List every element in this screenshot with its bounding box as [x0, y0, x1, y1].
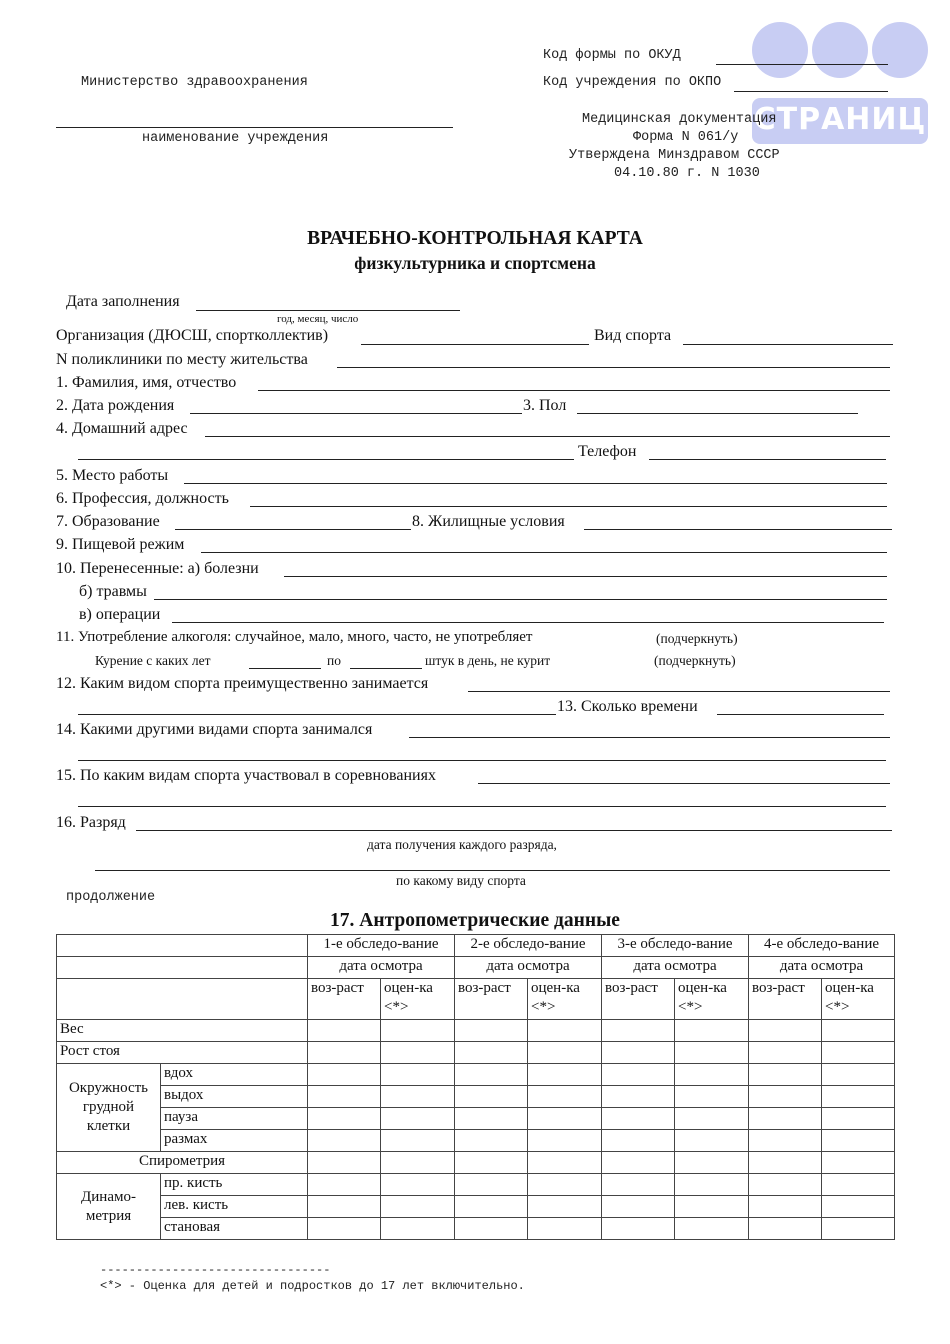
fill-date-line	[196, 310, 460, 311]
diet-label: 9. Пищевой режим	[56, 536, 185, 553]
approved-label: Утверждена Минздравом СССР	[569, 148, 780, 163]
competitions-line-2	[78, 806, 886, 807]
exam-header-4: 4-е обследо-вание	[749, 935, 895, 957]
age-header: воз-раст	[602, 979, 675, 1020]
other-sports-line	[409, 737, 890, 738]
table-cell	[57, 979, 308, 1020]
polyclinic-label: N поликлиники по месту жительства	[56, 351, 308, 368]
score-header: оцен-ка <*>	[822, 979, 895, 1020]
table-cell	[57, 957, 308, 979]
exam-date-header: дата осмотра	[749, 957, 895, 979]
rank-line	[136, 830, 892, 831]
footnote-text: <*> - Оценка для детей и подростков до 17 лет включительно.	[100, 1279, 525, 1293]
height-row-label: Рост стоя	[57, 1042, 308, 1064]
age-header: воз-раст	[308, 979, 381, 1020]
how-long-line	[717, 714, 884, 715]
right-hand-row-label: пр. кисть	[161, 1174, 308, 1196]
inhale-row-label: вдох	[161, 1064, 308, 1086]
watermark-circle	[812, 22, 868, 78]
score-header: оцен-ка <*>	[675, 979, 749, 1020]
form-title: ВРАЧЕБНО-КОНТРОЛЬНАЯ КАРТА	[307, 228, 643, 249]
exam-date-header: дата осмотра	[455, 957, 602, 979]
other-sports-line-2	[78, 760, 886, 761]
left-hand-row-label: лев. кисть	[161, 1196, 308, 1218]
table-row	[57, 1042, 895, 1064]
sex-label: 3. Пол	[523, 397, 567, 414]
rank-date-hint: дата получения каждого разряда,	[367, 837, 557, 852]
table-row	[57, 1196, 895, 1218]
section-17-title: 17. Антропометрические данные	[330, 910, 620, 931]
dynamometry-row-label: Динамо-метрия	[57, 1174, 161, 1240]
workplace-label: 5. Место работы	[56, 467, 169, 484]
table-row	[57, 1174, 895, 1196]
sex-line	[577, 413, 858, 414]
underline-hint-2: (подчеркнуть)	[654, 653, 736, 668]
pause-row-label: пауза	[161, 1108, 308, 1130]
med-doc-label: Медицинская документация	[582, 112, 777, 127]
approved-date: 04.10.80 г. N 1030	[614, 166, 760, 181]
weight-row-label: Вес	[57, 1020, 308, 1042]
watermark-text: СТРАНИЦ	[753, 102, 927, 137]
anthropometric-table	[56, 934, 895, 1240]
smoking-from-label: Курение с каких лет	[95, 653, 211, 668]
okpo-line	[734, 91, 888, 92]
exam-header-2: 2-е обследо-вание	[455, 935, 602, 957]
organization-label: Организация (ДЮСШ, спортколлектив)	[56, 327, 329, 344]
smoking-from-line	[249, 668, 321, 669]
table-row	[57, 1108, 895, 1130]
watermark-logo	[752, 22, 930, 144]
back-row-label: становая	[161, 1218, 308, 1240]
housing-label: 8. Жилищные условия	[412, 513, 565, 530]
fill-date-label: Дата заполнения	[66, 293, 180, 310]
institution-caption: наименование учреждения	[142, 131, 329, 146]
smoking-to-label: по	[327, 653, 341, 668]
operations-line	[172, 622, 884, 623]
name-label: 1. Фамилия, имя, отчество	[56, 374, 237, 391]
chest-row-label: Окружность грудной клетки	[57, 1064, 161, 1152]
other-sports-label: 14. Какими другими видами спорта занимался	[56, 721, 373, 738]
continuation-label: продолжение	[66, 890, 156, 905]
sport-type-label: Вид спорта	[594, 327, 672, 344]
main-sport-line-2	[78, 714, 556, 715]
rank-label: 16. Разряд	[56, 814, 126, 831]
main-sport-line	[468, 691, 890, 692]
organization-line	[361, 344, 589, 345]
table-row	[57, 1064, 895, 1086]
age-header: воз-раст	[749, 979, 822, 1020]
table-row	[57, 1218, 895, 1240]
how-long-label: 13. Сколько времени	[557, 698, 698, 715]
table-row	[57, 979, 895, 1020]
okpo-label: Код учреждения по ОКПО	[543, 75, 722, 90]
institution-line	[56, 127, 453, 128]
alcohol-label: 11. Употребление алкоголя: случайное, мало, много, часто, не употребляет	[56, 629, 533, 645]
table-row	[57, 1086, 895, 1108]
okud-line	[716, 64, 888, 65]
address-line	[205, 436, 890, 437]
fill-date-hint: год, месяц, число	[277, 313, 359, 325]
ministry-label: Министерство здравоохранения	[81, 75, 308, 90]
score-header: оцен-ка <*>	[528, 979, 602, 1020]
profession-label: 6. Профессия, должность	[56, 490, 229, 507]
rank-sport-hint: по какому виду спорта	[396, 873, 526, 888]
operations-label: в) операции	[79, 606, 161, 623]
polyclinic-line	[337, 367, 890, 368]
range-row-label: размах	[161, 1130, 308, 1152]
injuries-label: б) травмы	[79, 583, 147, 600]
table-row	[57, 1020, 895, 1042]
footnote-rule: --------------------------------	[100, 1263, 331, 1277]
address-label: 4. Домашний адрес	[56, 420, 188, 437]
exam-date-header: дата осмотра	[602, 957, 749, 979]
rank-line-2	[95, 870, 890, 871]
housing-line	[584, 529, 892, 530]
diseases-label: 10. Перенесенные: а) болезни	[56, 560, 259, 577]
phone-line	[649, 459, 886, 460]
birth-date-label: 2. Дата рождения	[56, 397, 175, 414]
injuries-line	[154, 599, 887, 600]
table-row	[57, 935, 895, 957]
form-number: Форма N 061/у	[633, 130, 739, 145]
spirometry-row-label: Спирометрия	[57, 1152, 308, 1174]
address-line-2	[78, 459, 574, 460]
table-row	[57, 1152, 895, 1174]
exam-date-header: дата осмотра	[308, 957, 455, 979]
profession-line	[250, 506, 887, 507]
watermark-circle	[752, 22, 808, 78]
okud-label: Код формы по ОКУД	[543, 48, 681, 63]
phone-label: Телефон	[578, 443, 637, 460]
birth-date-line	[190, 413, 522, 414]
education-line	[175, 529, 411, 530]
name-line	[258, 390, 890, 391]
competitions-label: 15. По каким видам спорта участвовал в соревнованиях	[56, 767, 436, 784]
smoking-to-line	[350, 668, 422, 669]
exam-header-1: 1-е обследо-вание	[308, 935, 455, 957]
competitions-line	[478, 783, 890, 784]
exam-header-3: 3-е обследо-вание	[602, 935, 749, 957]
sport-type-line	[683, 344, 893, 345]
table-cell	[57, 935, 308, 957]
score-header: оцен-ка <*>	[381, 979, 455, 1020]
form-subtitle: физкультурника и спортсмена	[354, 253, 596, 273]
education-label: 7. Образование	[56, 513, 160, 530]
diseases-line	[284, 576, 887, 577]
diet-line	[201, 552, 887, 553]
table-row	[57, 957, 895, 979]
table-row	[57, 1130, 895, 1152]
age-header: воз-раст	[455, 979, 528, 1020]
underline-hint-1: (подчеркнуть)	[656, 631, 738, 646]
watermark-circle	[872, 22, 928, 78]
exhale-row-label: выдох	[161, 1086, 308, 1108]
main-sport-label: 12. Каким видом спорта преимущественно занимается	[56, 675, 429, 692]
workplace-line	[184, 483, 887, 484]
smoking-count-label: штук в день, не курит	[425, 653, 551, 668]
